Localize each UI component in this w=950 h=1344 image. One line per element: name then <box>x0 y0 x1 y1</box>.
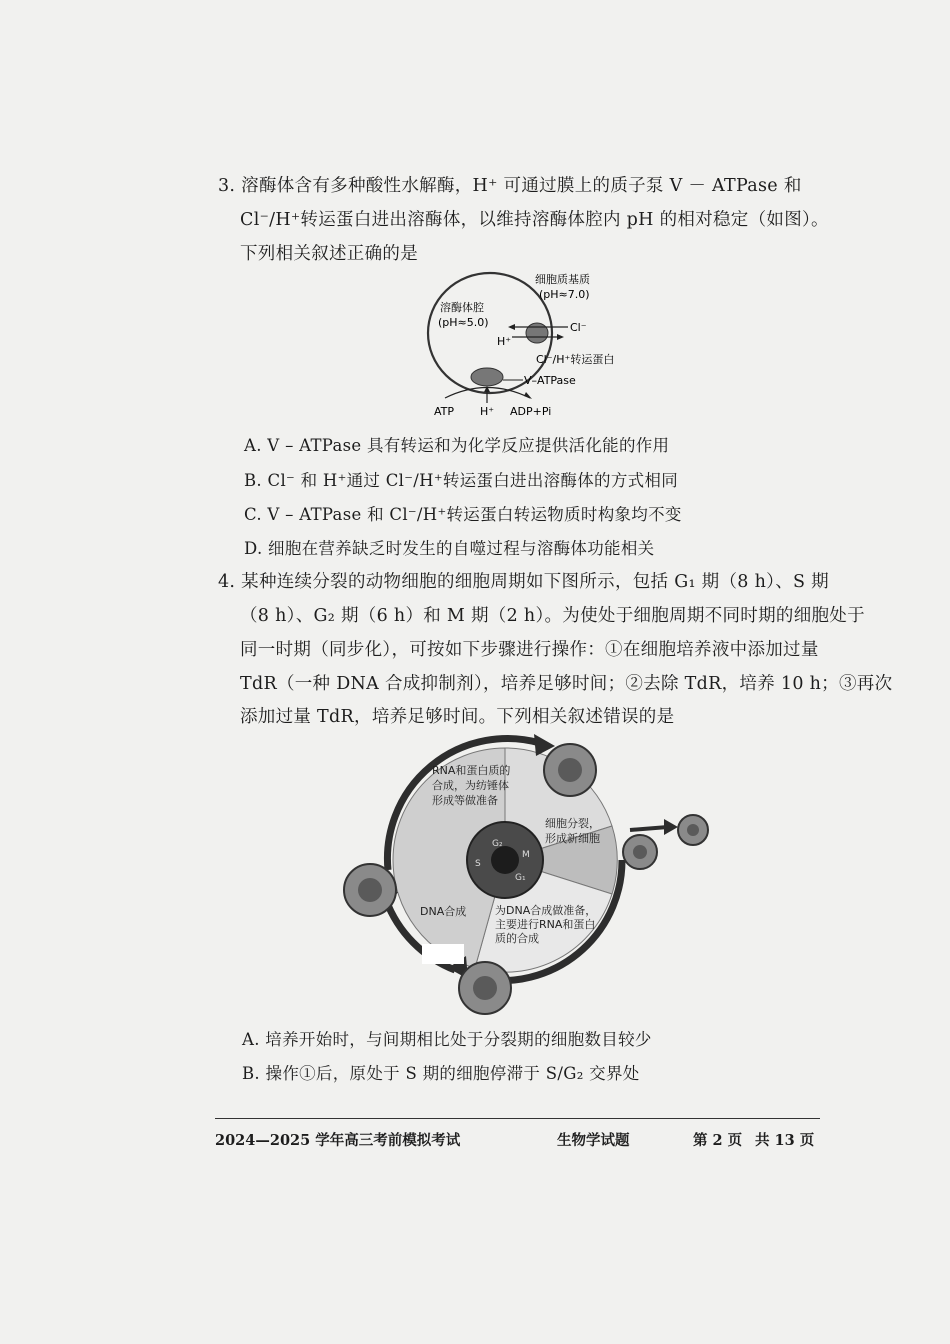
s-description: DNA合成 <box>420 905 467 918</box>
cell-m-nucleus <box>633 845 647 859</box>
v-atpase-label: V–ATPase <box>524 374 576 387</box>
cell-s-nucleus <box>358 878 382 902</box>
q4-stem-line-4: TdR（一种 DNA 合成抑制剂），培养足够时间；②去除 TdR，培养 10 h；③再次 <box>240 674 893 694</box>
q3-option-c[interactable]: C. V – ATPase 和 Cl⁻/H⁺转运蛋白转运物质时构象均不变 <box>244 505 682 524</box>
q3-stem-line-1: 3. 溶酶体含有多种酸性水解酶，H⁺ 可通过膜上的质子泵 V － ATPase 和 <box>218 176 802 196</box>
footer-exam-title: 2024—2025 学年高三考前模拟考试 <box>215 1132 461 1149</box>
q3-stem-line-2: Cl⁻/H⁺转运蛋白进出溶酶体，以维持溶酶体腔内 pH 的相对稳定（如图）。 <box>240 210 829 230</box>
center-core <box>491 846 519 874</box>
page-footer <box>215 1118 820 1149</box>
q3-option-a[interactable]: A. V – ATPase 具有转运和为化学反应提供活化能的作用 <box>244 436 670 455</box>
center-label-g2: G₂ <box>492 839 503 849</box>
cell-g2-nucleus <box>558 758 582 782</box>
footer-total-pages: 共 13 页 <box>755 1132 815 1149</box>
adp-label: ADP+Pi <box>510 405 552 418</box>
cytoplasm-ph: (pH≈7.0) <box>539 288 590 301</box>
atp-arrowhead <box>524 392 532 399</box>
cytoplasm-label: 细胞质基质 <box>535 273 590 286</box>
center-label-s: S <box>475 859 481 869</box>
q4-stem-line-5: 添加过量 TdR，培养足够时间。下列相关叙述错误的是 <box>240 707 675 727</box>
m-description: 细胞分裂， 形成新细胞 <box>545 817 600 845</box>
g1-description: 为DNA合成做准备， 主要进行RNA和蛋白 质的合成 <box>495 904 597 945</box>
h-ion-lower-label: H⁺ <box>480 405 495 418</box>
atp-label: ATP <box>434 405 455 418</box>
q3-option-b[interactable]: B. Cl⁻ 和 H⁺通过 Cl⁻/H⁺转运蛋白进出溶酶体的方式相同 <box>244 471 679 490</box>
q4-stem-line-3: 同一时期（同步化），可按如下步骤进行操作：①在细胞培养液中添加过量 <box>240 640 819 660</box>
center-label-g1: G₁ <box>515 873 526 883</box>
transporter-label: Cl⁻/H⁺转运蛋白 <box>536 353 615 366</box>
footer-page-number: 第 2 页 <box>693 1132 743 1149</box>
q4-stem-line-1: 4. 某种连续分裂的动物细胞的细胞周期如下图所示，包括 G₁ 期（8 h）、S 期 <box>218 572 829 592</box>
footer-subject: 生物学试题 <box>557 1132 630 1149</box>
v-atpase-shape <box>471 368 503 386</box>
daughter-cell-arrow <box>630 827 668 830</box>
center-label-m: M <box>522 850 530 860</box>
cell-g1-nucleus <box>473 976 497 1000</box>
q3-stem-line-3: 下列相关叙述正确的是 <box>240 244 418 264</box>
cl-ion-label: Cl⁻ <box>570 321 587 334</box>
cl-arrowhead <box>508 324 515 330</box>
lumen-ph: (pH≈5.0) <box>438 316 489 329</box>
g2-description: RNA和蛋白质的 合成，为纺锤体 形成等做准备 <box>432 764 511 807</box>
cell-cycle-diagram <box>340 730 720 1020</box>
blank-patch <box>422 944 464 964</box>
lysosome-diagram <box>420 265 620 423</box>
q4-stem-line-2: （8 h）、G₂ 期（6 h）和 M 期（2 h）。为使处于细胞周期不同时期的细胞处于 <box>240 606 865 626</box>
q4-option-a[interactable]: A. 培养开始时，与间期相比处于分裂期的细胞数目较少 <box>242 1030 652 1049</box>
daughter-cell-arrowhead <box>664 819 678 835</box>
cell-daughter-nucleus <box>687 824 699 836</box>
q3-option-d[interactable]: D. 细胞在营养缺乏时发生的自噬过程与溶酶体功能相关 <box>244 539 655 558</box>
h-pump-arrowhead <box>484 386 490 392</box>
lumen-label: 溶酶体腔 <box>440 301 484 314</box>
q4-option-b[interactable]: B. 操作①后，原处于 S 期的细胞停滞于 S/G₂ 交界处 <box>242 1064 640 1083</box>
cl-h-transporter-shape <box>526 323 548 343</box>
h-arrowhead <box>557 334 564 340</box>
h-ion-upper-label: H⁺ <box>497 335 512 348</box>
